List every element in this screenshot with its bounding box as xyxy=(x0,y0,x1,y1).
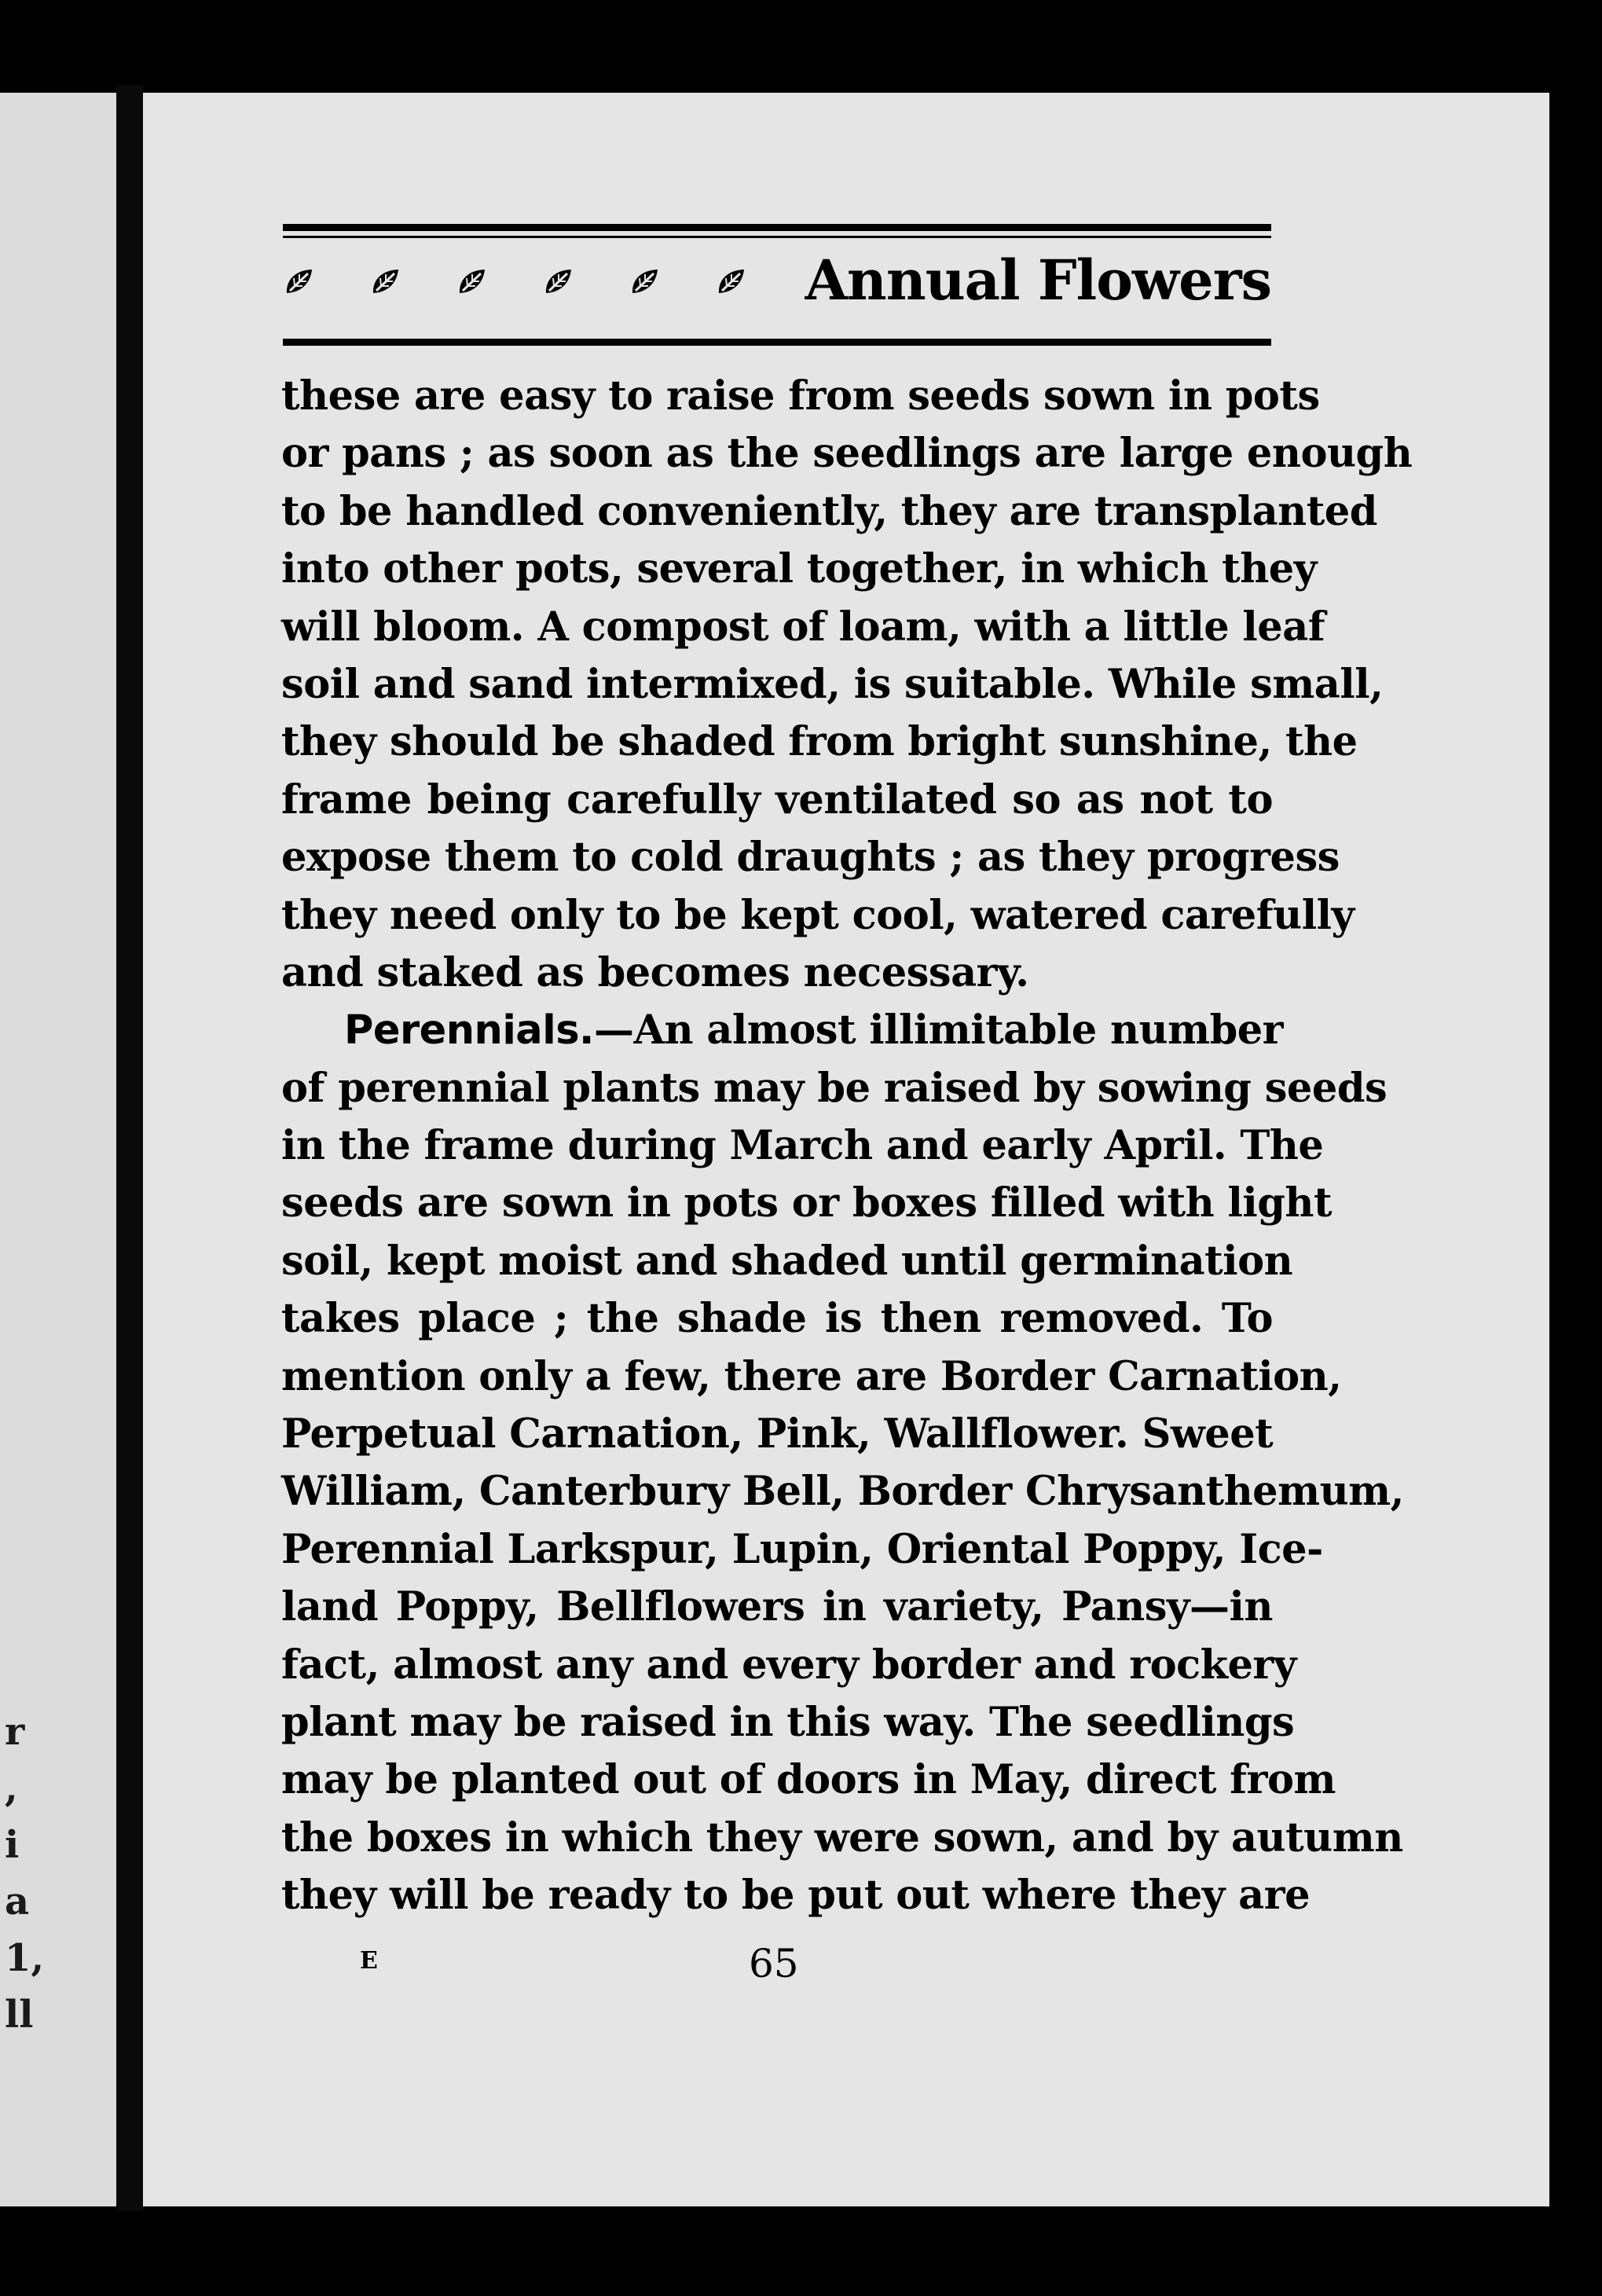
text-line: mention only a few, there are Border Carnation, xyxy=(281,1352,1342,1400)
perennials-heading: Perennials. xyxy=(344,1007,594,1054)
leaf-ornament-icon xyxy=(457,267,487,295)
text-line: Perennial Larkspur, Lupin, Oriental Poppy, Ice- xyxy=(281,1525,1323,1573)
text-line: plant may be raised in this way. The seedlings xyxy=(281,1698,1295,1746)
facing-page-text-fragments xyxy=(5,1704,52,2043)
leaf-ornament-icon xyxy=(284,267,314,295)
page-footer xyxy=(281,1941,1273,1996)
text-line: seeds are sown in pots or boxes filled with light xyxy=(281,1179,1333,1227)
text-line: takes place ; the shade is then removed. To xyxy=(281,1295,1273,1343)
text-line: and staked as becomes necessary. xyxy=(281,948,1029,996)
leaf-ornament-icon xyxy=(630,267,660,295)
fragment: ll xyxy=(5,1993,34,2037)
running-title: Annual Flowers xyxy=(805,248,1271,313)
text-line: will bloom. A compost of loam, with a little leaf xyxy=(281,603,1325,651)
text-line: they will be ready to be put out where they are xyxy=(281,1872,1311,1920)
fragment: 1, xyxy=(5,1936,45,1980)
fragment: r xyxy=(5,1710,25,1754)
perennials-first-line xyxy=(281,1002,1284,1059)
text-line: into other pots, several together, in which they xyxy=(281,545,1317,593)
text-line: or pans ; as soon as the seedlings are large enough xyxy=(281,430,1413,478)
leaf-ornament-icon xyxy=(371,267,401,295)
text-line: in the frame during March and early April. The xyxy=(281,1122,1324,1170)
body-text xyxy=(281,368,1413,1925)
text-line: they need only to be kept cool, watered carefully xyxy=(281,891,1355,939)
facing-page-edge xyxy=(0,93,116,2206)
fragment: a xyxy=(5,1880,30,1924)
text-line: these are easy to raise from seeds sown in pots xyxy=(281,372,1320,420)
page-number: 65 xyxy=(749,1941,799,1986)
leaf-ornament-icon xyxy=(544,267,574,295)
signature-mark: E xyxy=(360,1947,378,1975)
text-line: soil and sand intermixed, is suitable. While small, xyxy=(281,660,1384,708)
perennials-first-line-rest: —An almost illimitable number xyxy=(593,1007,1284,1054)
leaf-ornament-icon xyxy=(717,267,746,295)
text-line: soil, kept moist and shaded until germination xyxy=(281,1237,1293,1285)
header-rule-top-thin xyxy=(283,236,1271,238)
text-line: to be handled conveniently, they are transplanted xyxy=(281,487,1377,535)
text-line: may be planted out of doors in May, direct from xyxy=(281,1756,1336,1804)
text-line: expose them to cold draughts ; as they progress xyxy=(281,834,1340,882)
text-line: fact, almost any and every border and rockery xyxy=(281,1641,1296,1689)
fragment: , xyxy=(5,1766,18,1810)
text-line: of perennial plants may be raised by sowing seeds xyxy=(281,1064,1388,1112)
text-line: Perpetual Carnation, Pink, Wallflower. Sweet xyxy=(281,1410,1274,1458)
text-line: land Poppy, Bellflowers in variety, Pansy—in xyxy=(281,1583,1273,1631)
fragment: i xyxy=(5,1823,20,1867)
header-ornaments xyxy=(284,267,746,295)
header-rule-top xyxy=(283,224,1271,231)
text-line: the boxes in which they were sown, and by autumn xyxy=(281,1814,1403,1861)
text-line: frame being carefully ventilated so as not to xyxy=(281,776,1273,823)
header-rule-bottom xyxy=(283,339,1271,346)
page-header xyxy=(283,224,1271,350)
text-line: William, Canterbury Bell, Border Chrysanthemum, xyxy=(281,1468,1404,1516)
book-spine-gutter xyxy=(116,85,143,2211)
text-line: they should be shaded from bright sunshine, the xyxy=(281,718,1358,766)
